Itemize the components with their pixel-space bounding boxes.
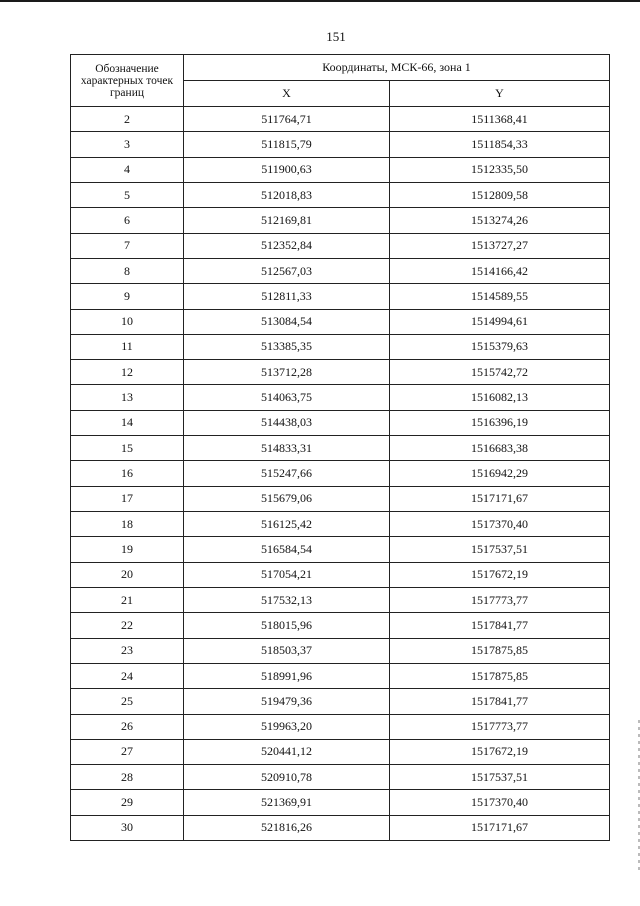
point-cell: 14 [71,410,184,435]
table-row [71,360,610,385]
table-row [71,714,610,739]
coordinates-table [70,54,610,841]
table-row [71,107,610,132]
y-coordinate-cell: 1517370,40 [390,790,610,815]
y-coordinate-cell: 1513727,27 [390,233,610,258]
table-body [71,107,610,841]
x-coordinate-cell: 511764,71 [184,107,390,132]
y-coordinate-cell: 1517773,77 [390,714,610,739]
point-cell: 7 [71,233,184,258]
x-coordinate-cell: 511900,63 [184,157,390,182]
point-cell: 5 [71,182,184,207]
table-row [71,512,610,537]
table-row [71,410,610,435]
point-cell: 19 [71,537,184,562]
table-header [71,55,610,107]
point-cell: 24 [71,663,184,688]
y-coordinate-cell: 1517171,67 [390,486,610,511]
point-cell: 4 [71,157,184,182]
point-cell: 21 [71,587,184,612]
y-coordinate-cell: 1517537,51 [390,765,610,790]
y-coordinate-cell: 1517370,40 [390,512,610,537]
x-coordinate-cell: 511815,79 [184,132,390,157]
point-cell: 16 [71,461,184,486]
table-row [71,587,610,612]
x-coordinate-cell: 512352,84 [184,233,390,258]
header-coordinates-group: Координаты, МСК-66, зона 1 [184,55,610,81]
x-coordinate-cell: 521369,91 [184,790,390,815]
table-row [71,486,610,511]
x-coordinate-cell: 512169,81 [184,208,390,233]
header-point-designation: Обозначение характерных точек границ [71,55,184,107]
point-cell: 27 [71,739,184,764]
y-coordinate-cell: 1514166,42 [390,258,610,283]
x-coordinate-cell: 520441,12 [184,739,390,764]
y-coordinate-cell: 1517537,51 [390,537,610,562]
y-coordinate-cell: 1517841,77 [390,613,610,638]
point-cell: 28 [71,765,184,790]
x-coordinate-cell: 520910,78 [184,765,390,790]
table-row [71,689,610,714]
y-coordinate-cell: 1513274,26 [390,208,610,233]
x-coordinate-cell: 513712,28 [184,360,390,385]
table-row [71,436,610,461]
point-cell: 10 [71,309,184,334]
table-row [71,461,610,486]
table-row [71,258,610,283]
point-cell: 26 [71,714,184,739]
y-coordinate-cell: 1512335,50 [390,157,610,182]
x-coordinate-cell: 518991,96 [184,663,390,688]
x-coordinate-cell: 518015,96 [184,613,390,638]
table-row [71,663,610,688]
y-coordinate-cell: 1517875,85 [390,663,610,688]
point-cell: 25 [71,689,184,714]
point-cell: 11 [71,334,184,359]
y-coordinate-cell: 1511854,33 [390,132,610,157]
table-row [71,815,610,840]
y-coordinate-cell: 1517672,19 [390,739,610,764]
point-cell: 20 [71,562,184,587]
x-coordinate-cell: 516125,42 [184,512,390,537]
y-coordinate-cell: 1514994,61 [390,309,610,334]
x-coordinate-cell: 513385,35 [184,334,390,359]
x-coordinate-cell: 513084,54 [184,309,390,334]
point-cell: 9 [71,284,184,309]
table-row [71,790,610,815]
x-coordinate-cell: 519479,36 [184,689,390,714]
x-coordinate-cell: 512567,03 [184,258,390,283]
point-cell: 30 [71,815,184,840]
table-row [71,638,610,663]
point-cell: 17 [71,486,184,511]
table-row [71,765,610,790]
point-cell: 22 [71,613,184,638]
x-coordinate-cell: 521816,26 [184,815,390,840]
y-coordinate-cell: 1516082,13 [390,385,610,410]
x-coordinate-cell: 514438,03 [184,410,390,435]
point-cell: 8 [71,258,184,283]
header-x: X [184,81,390,107]
top-border-line [0,0,640,2]
point-cell: 2 [71,107,184,132]
point-cell: 13 [71,385,184,410]
table-row [71,157,610,182]
x-coordinate-cell: 516584,54 [184,537,390,562]
y-coordinate-cell: 1517171,67 [390,815,610,840]
y-coordinate-cell: 1517672,19 [390,562,610,587]
point-cell: 18 [71,512,184,537]
y-coordinate-cell: 1516942,29 [390,461,610,486]
x-coordinate-cell: 519963,20 [184,714,390,739]
x-coordinate-cell: 512811,33 [184,284,390,309]
point-cell: 29 [71,790,184,815]
header-y: Y [390,81,610,107]
page-number: 151 [326,29,346,44]
x-coordinate-cell: 518503,37 [184,638,390,663]
table-row [71,309,610,334]
y-coordinate-cell: 1515379,63 [390,334,610,359]
table-row [71,208,610,233]
point-cell: 23 [71,638,184,663]
y-coordinate-cell: 1512809,58 [390,182,610,207]
y-coordinate-cell: 1514589,55 [390,284,610,309]
table-row [71,613,610,638]
table-row [71,182,610,207]
table-row [71,233,610,258]
table-row [71,385,610,410]
x-coordinate-cell: 515247,66 [184,461,390,486]
y-coordinate-cell: 1511368,41 [390,107,610,132]
y-coordinate-cell: 1517875,85 [390,638,610,663]
y-coordinate-cell: 1515742,72 [390,360,610,385]
table-row [71,334,610,359]
table-row [71,284,610,309]
y-coordinate-cell: 1516683,38 [390,436,610,461]
table-row [71,562,610,587]
y-coordinate-cell: 1517841,77 [390,689,610,714]
table-row [71,537,610,562]
point-cell: 12 [71,360,184,385]
x-coordinate-cell: 514833,31 [184,436,390,461]
y-coordinate-cell: 1516396,19 [390,410,610,435]
x-coordinate-cell: 512018,83 [184,182,390,207]
point-cell: 15 [71,436,184,461]
table-row [71,132,610,157]
table-row [71,739,610,764]
x-coordinate-cell: 517054,21 [184,562,390,587]
point-cell: 3 [71,132,184,157]
x-coordinate-cell: 517532,13 [184,587,390,612]
y-coordinate-cell: 1517773,77 [390,587,610,612]
x-coordinate-cell: 514063,75 [184,385,390,410]
point-cell: 6 [71,208,184,233]
x-coordinate-cell: 515679,06 [184,486,390,511]
